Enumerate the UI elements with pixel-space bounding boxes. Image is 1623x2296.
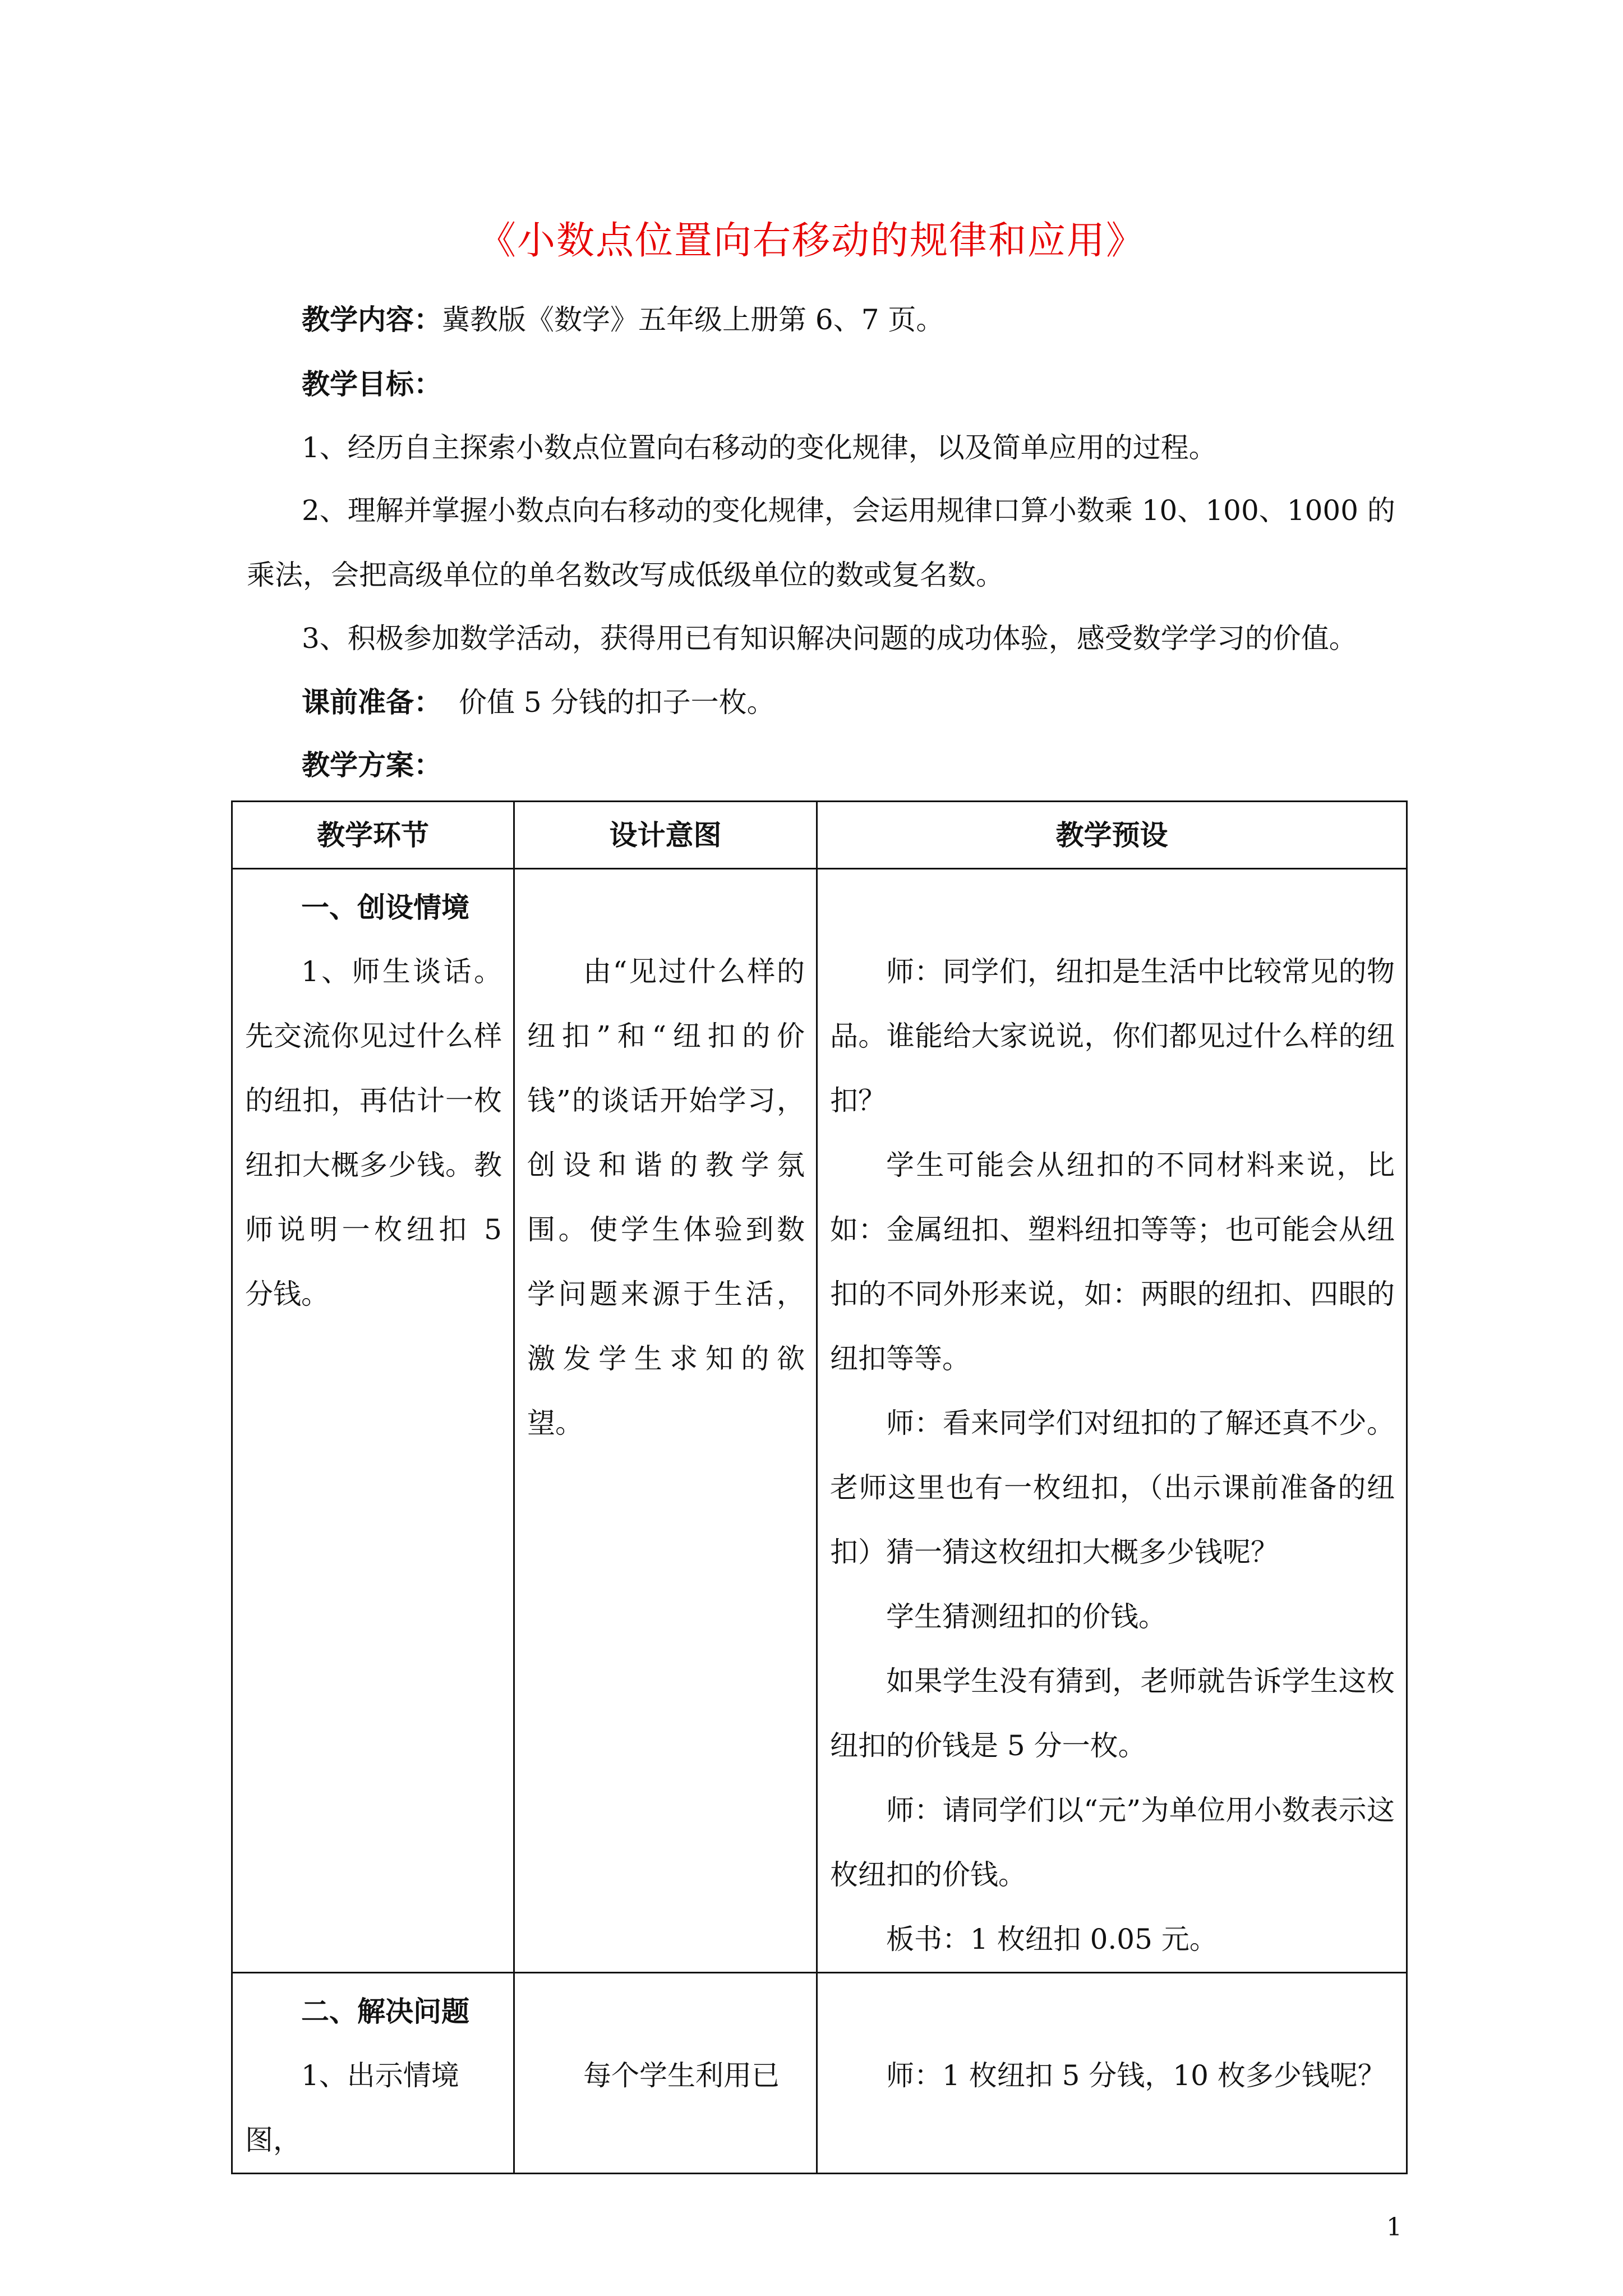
preset-paragraph: 师：请同学们以“元”为单位用小数表示这枚纽扣的价钱。 xyxy=(830,1794,1395,1891)
preset-paragraph: 师：同学们，纽扣是生活中比较常见的物品。谁能给大家说说，你们都见过什么样的纽扣？ xyxy=(830,955,1395,1117)
objective-2-continued: 乘法，会把高级单位的单名数改写成低级单位的数或复名数。 xyxy=(247,559,1004,591)
content-line xyxy=(247,303,1391,337)
plan-heading: 教学方案： xyxy=(302,748,442,781)
page-title: 《小数点位置向右移动的规律和应用》 xyxy=(477,219,1145,263)
page-number: 1 xyxy=(1386,2213,1402,2242)
preparation-label: 课前准备： xyxy=(302,685,442,719)
intent-text: 每个学生利用已 xyxy=(583,2059,780,2092)
col-header-intent: 设计意图 xyxy=(514,802,817,869)
preset-paragraph: 师：1 枚纽扣 5 分钱，10 枚多少钱呢？ xyxy=(886,2059,1386,2092)
stage-text: 1、师生谈话。先交流你见过什么样的纽扣，再估计一枚纽扣大概多少钱。教师说明一枚纽扣 5 分钱。 xyxy=(245,955,502,1310)
objectives-heading: 教学目标： xyxy=(302,367,442,401)
stage-text: 1、出示情境图， xyxy=(245,2059,459,2156)
col-header-stage: 教学环节 xyxy=(232,802,514,869)
stage-cell xyxy=(232,869,514,1973)
table-row xyxy=(232,869,1407,1973)
intent-cell xyxy=(514,869,817,1973)
stage-cell xyxy=(232,1973,514,2174)
plan-table xyxy=(231,800,1408,2174)
preset-paragraph: 学生可能会从纽扣的不同材料来说，比如：金属纽扣、塑料纽扣等等；也可能会从纽扣的不同外形来说，如：两眼的纽扣、四眼的纽扣等等。 xyxy=(830,1149,1395,1375)
preparation-text: 价值 5 分钱的扣子一枚。 xyxy=(459,686,775,719)
objective-3: 3、积极参加数学活动，获得用已有知识解决问题的成功体验，感受数学学习的价值。 xyxy=(302,622,1357,655)
preset-cell xyxy=(817,1973,1407,2174)
preset-cell xyxy=(817,869,1407,1973)
preset-paragraph: 学生猜测纽扣的价钱。 xyxy=(886,1600,1166,1633)
preset-paragraph: 板书：1 枚纽扣 0.05 元。 xyxy=(886,1923,1218,1955)
objective-2: 2、理解并掌握小数点向右移动的变化规律，会运用规律口算小数乘 10、100、1000 的 xyxy=(302,494,1395,527)
intent-text: 由“见过什么样的纽扣”和“纽扣的价钱”的谈话开始学习，创设和谐的教学氛围。使学生体验到数学问题来源于生活，激发学生求知的欲望。 xyxy=(527,955,805,1439)
col-header-preset: 教学预设 xyxy=(817,802,1407,869)
table-header-row xyxy=(232,802,1407,869)
content-text: 冀教版《数学》五年级上册第 6、7 页。 xyxy=(442,303,944,336)
preset-paragraph: 师：看来同学们对纽扣的了解还真不少。老师这里也有一枚纽扣，（出示课前准备的纽扣）猜一猜这枚纽扣大概多少钱呢？ xyxy=(830,1407,1395,1568)
section-heading: 二、解决问题 xyxy=(301,1995,469,2028)
preset-paragraph: 如果学生没有猜到，老师就告诉学生这枚纽扣的价钱是 5 分一枚。 xyxy=(830,1665,1395,1762)
preparation-line xyxy=(247,685,1391,719)
table-row xyxy=(232,1973,1407,2174)
intent-cell xyxy=(514,1973,817,2174)
section-heading: 一、创设情境 xyxy=(301,891,469,924)
content-label: 教学内容： xyxy=(302,303,442,336)
objective-1: 1、经历自主探索小数点位置向右移动的变化规律，以及简单应用的过程。 xyxy=(302,431,1217,464)
